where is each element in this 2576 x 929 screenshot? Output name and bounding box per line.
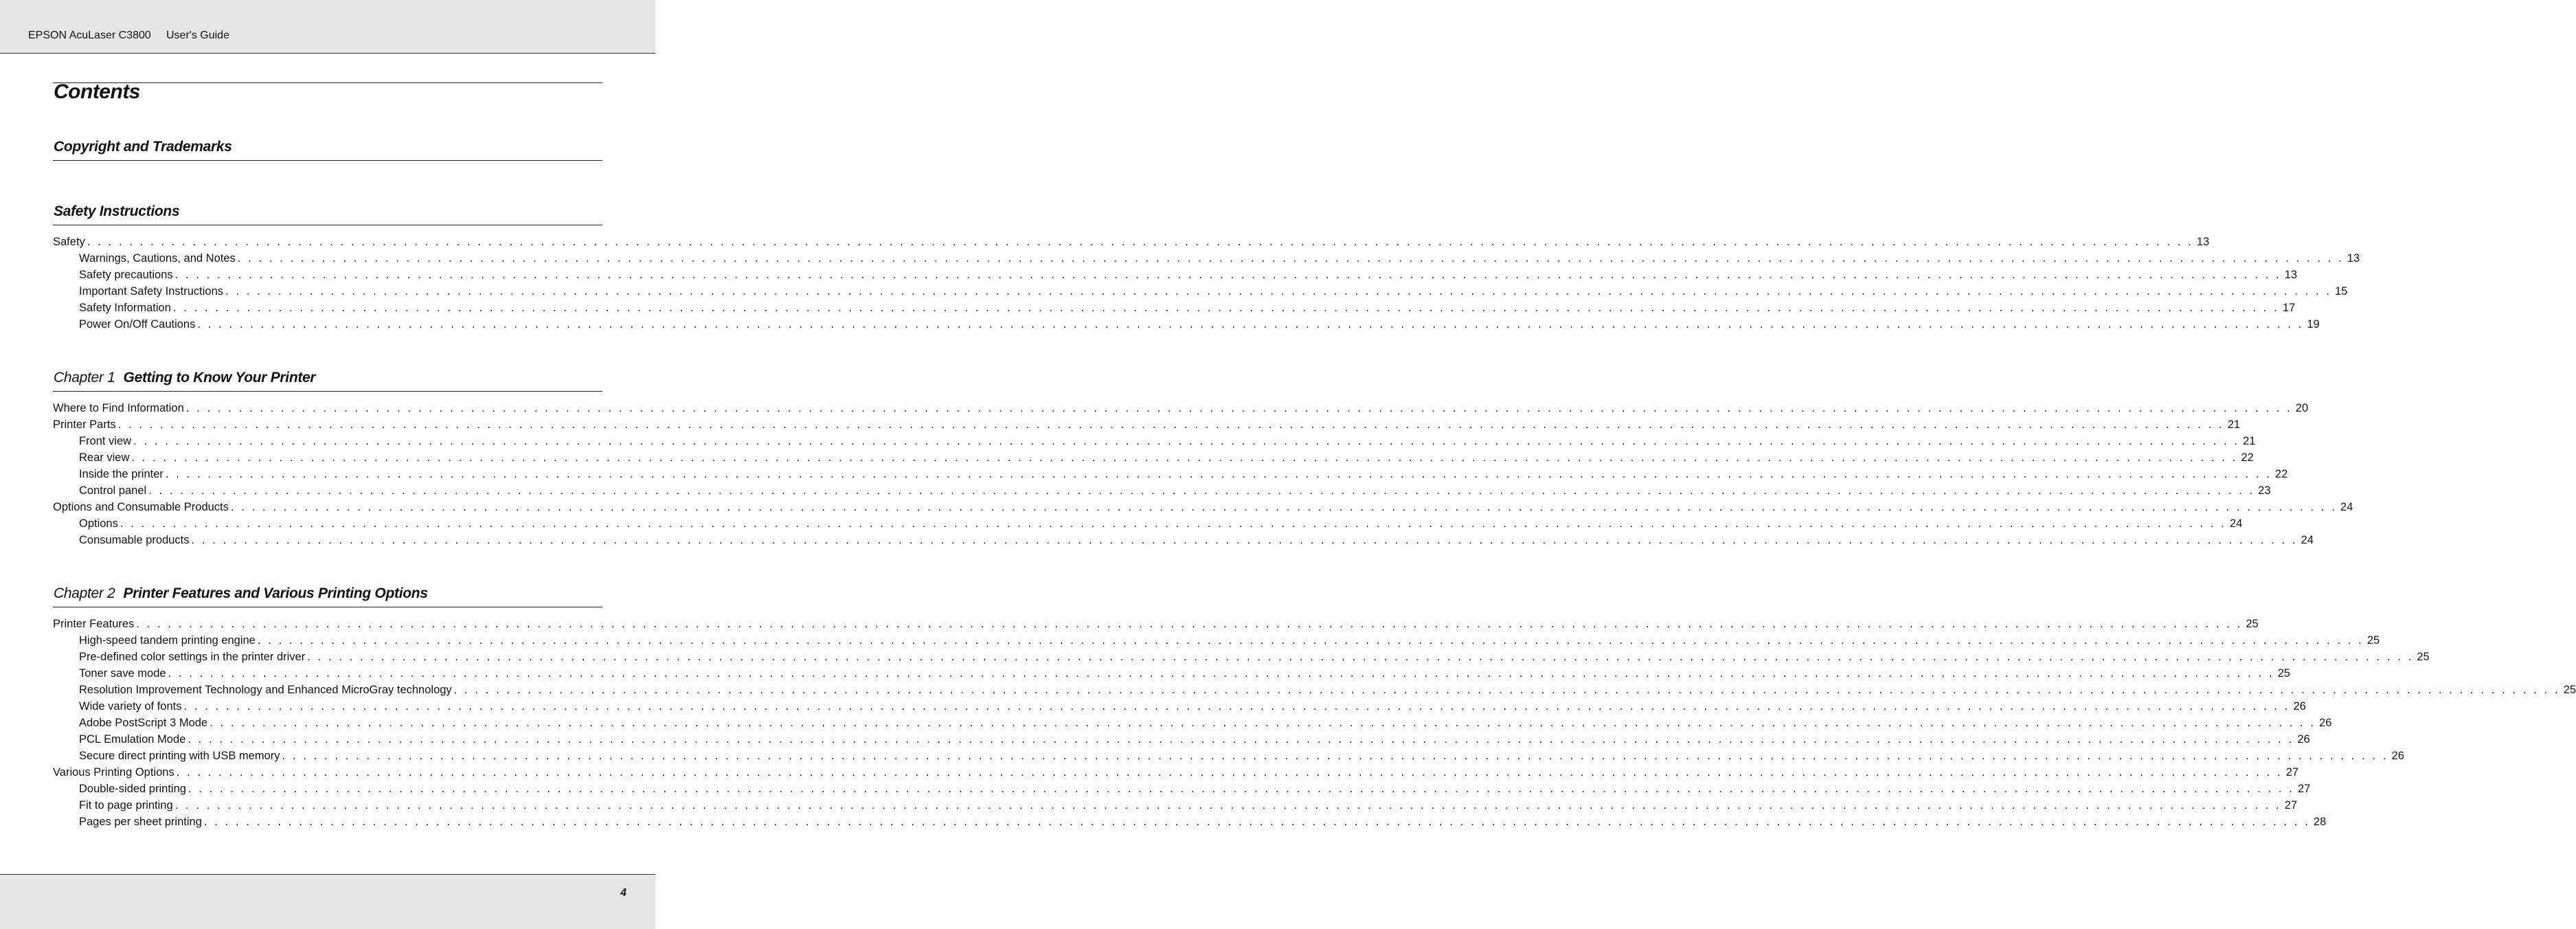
toc-entry-page: 19 [2307, 318, 2320, 331]
toc-entry[interactable] [53, 250, 2360, 267]
section-title: Getting to Know Your Printer [123, 370, 316, 385]
toc-entry-page: 15 [2335, 285, 2348, 298]
toc-list [53, 616, 2576, 830]
toc-entry-title: Safety Information [79, 302, 171, 314]
toc-entry[interactable] [53, 316, 2320, 333]
toc-entry-page: 26 [2391, 750, 2404, 762]
page-number: 4 [620, 887, 626, 899]
toc-entry[interactable] [53, 400, 2309, 416]
toc-entry[interactable] [53, 649, 2430, 665]
toc-entry-title: Pre-defined color settings in the printer driver [79, 651, 306, 663]
dot-leader: . . . . . . . . . . . . . . . . . . . . . . . . . . . . . . . . . . . . . . . . . . . . . . . . . . . . . . . . . . . . . . . . . . . . . . . . . . . . . . . . . . . . . . . . . . . . . . . . . . . . . . . . . . . . . . . . . . . . . . . . . . . . . . . . . . . . . . . . . . . . . . . . . . . . . . . . . . . . . . . . . . . . . . . . . . . . . . . . . . . . . . . . . . . . . . . . . . . . . . . . [225, 285, 2332, 298]
dot-leader: . . . . . . . . . . . . . . . . . . . . . . . . . . . . . . . . . . . . . . . . . . . . . . . . . . . . . . . . . . . . . . . . . . . . . . . . . . . . . . . . . . . . . . . . . . . . . . . . . . . . . . . . . . . . . . . . . . . . . . . . . . . . . . . . . . . . . . . . . . . . . . . . . . . . . . . . . . . . . . . . . . . . . . . . . . . . . . . . . . . . . . . . . . . . . . . . . . . . . . . . [174, 269, 2281, 281]
toc-entry-page: 23 [2258, 484, 2271, 497]
toc-entry-title: Inside the printer [79, 468, 163, 480]
section-title: Copyright and Trademarks [54, 139, 232, 155]
section-heading-safety[interactable] [54, 203, 179, 220]
toc-entry-title: Warnings, Cautions, and Notes [79, 252, 236, 265]
toc-entry[interactable] [53, 764, 2299, 781]
toc-entry-title: Safety [53, 236, 85, 248]
page-footer [0, 874, 655, 929]
dot-leader: . . . . . . . . . . . . . . . . . . . . . . . . . . . . . . . . . . . . . . . . . . . . . . . . . . . . . . . . . . . . . . . . . . . . . . . . . . . . . . . . . . . . . . . . . . . . . . . . . . . . . . . . . . . . . . . . . . . . . . . . . . . . . . . . . . . . . . . . . . . . . . . . . . . . . . . . . . . . . . . . . . . . . . . . . . . . . . . . . . . . . . . . . . . . . . . . . . . . . . . . [257, 634, 2364, 647]
toc-entry-title: Options [79, 517, 118, 530]
dot-leader: . . . . . . . . . . . . . . . . . . . . . . . . . . . . . . . . . . . . . . . . . . . . . . . . . . . . . . . . . . . . . . . . . . . . . . . . . . . . . . . . . . . . . . . . . . . . . . . . . . . . . . . . . . . . . . . . . . . . . . . . . . . . . . . . . . . . . . . . . . . . . . . . . . . . . . . . . . . . . . . . . . . . . . . . . . . . . . . . . . . . . . . . . . . . . . . . . . . . . . . . [237, 252, 2344, 265]
toc-list [53, 234, 2360, 333]
toc-entry[interactable] [53, 731, 2310, 748]
toc-entry[interactable] [53, 665, 2290, 682]
section-chapter-label: Chapter 1 [54, 370, 115, 385]
section-rule [53, 391, 602, 392]
toc-entry-title: PCL Emulation Mode [79, 733, 186, 746]
toc-entry[interactable] [53, 715, 2332, 731]
dot-leader: . . . . . . . . . . . . . . . . . . . . . . . . . . . . . . . . . . . . . . . . . . . . . . . . . . . . . . . . . . . . . . . . . . . . . . . . . . . . . . . . . . . . . . . . . . . . . . . . . . . . . . . . . . . . . . . . . . . . . . . . . . . . . . . . . . . . . . . . . . . . . . . . . . . . . . . . . . . . . . . . . . . . . . . . . . . . . . . . . . . . . . . . . . . . . . . . . . . . . . . . [307, 651, 2414, 663]
toc-entry-page: 24 [2340, 501, 2353, 513]
toc-entry[interactable] [53, 466, 2288, 482]
section-title: Safety Instructions [54, 203, 180, 219]
dot-leader: . . . . . . . . . . . . . . . . . . . . . . . . . . . . . . . . . . . . . . . . . . . . . . . . . . . . . . . . . . . . . . . . . . . . . . . . . . . . . . . . . . . . . . . . . . . . . . . . . . . . . . . . . . . . . . . . . . . . . . . . . . . . . . . . . . . . . . . . . . . . . . . . . . . . . . . . . . . . . . . . . . . . . . . . . . . . . . . . . . . . . . . . . . . . . . . . . . . . . . . . [183, 700, 2290, 713]
toc-entry-page: 25 [2277, 667, 2290, 680]
toc-entry-title: Front view [79, 435, 132, 447]
toc-entry-page: 20 [2295, 402, 2309, 414]
page-title: Contents [54, 80, 140, 103]
toc-entry-page: 13 [2347, 252, 2360, 265]
dot-leader: . . . . . . . . . . . . . . . . . . . . . . . . . . . . . . . . . . . . . . . . . . . . . . . . . . . . . . . . . . . . . . . . . . . . . . . . . . . . . . . . . . . . . . . . . . . . . . . . . . . . . . . . . . . . . . . . . . . . . . . . . . . . . . . . . . . . . . . . . . . . . . . . . . . . . . . . . . . . . . . . . . . . . . . . . . . . . . . . . . . . . . . . . . . . . . . . . . . . . . . . [191, 534, 2298, 546]
section-chapter-label: Chapter 2 [54, 585, 115, 601]
toc-entry-title: Secure direct printing with USB memory [79, 750, 280, 762]
toc-list [53, 400, 2353, 548]
toc-entry-page: 25 [2417, 651, 2430, 663]
toc-entry[interactable] [53, 499, 2353, 515]
dot-leader: . . . . . . . . . . . . . . . . . . . . . . . . . . . . . . . . . . . . . . . . . . . . . . . . . . . . . . . . . . . . . . . . . . . . . . . . . . . . . . . . . . . . . . . . . . . . . . . . . . . . . . . . . . . . . . . . . . . . . . . . . . . . . . . . . . . . . . . . . . . . . . . . . . . . . . . . . . . . . . . . . . . . . . . . . . . . . . . . . . . . . . . . . . . . . . . . . . . . . . . . [131, 451, 2238, 464]
dot-leader: . . . . . . . . . . . . . . . . . . . . . . . . . . . . . . . . . . . . . . . . . . . . . . . . . . . . . . . . . . . . . . . . . . . . . . . . . . . . . . . . . . . . . . . . . . . . . . . . . . . . . . . . . . . . . . . . . . . . . . . . . . . . . . . . . . . . . . . . . . . . . . . . . . . . . . . . . . . . . . . . . . . . . . . . . . . . . . . . . . . . . . . . . . . . . . . . . . . . . . . . [174, 799, 2281, 812]
dot-leader: . . . . . . . . . . . . . . . . . . . . . . . . . . . . . . . . . . . . . . . . . . . . . . . . . . . . . . . . . . . . . . . . . . . . . . . . . . . . . . . . . . . . . . . . . . . . . . . . . . . . . . . . . . . . . . . . . . . . . . . . . . . . . . . . . . . . . . . . . . . . . . . . . . . . . . . . . . . . . . . . . . . . . . . . . . . . . . . . . . . . . . . . . . . . . . . . . . . . . . . . [148, 484, 2255, 497]
toc-entry-page: 21 [2243, 435, 2256, 447]
toc-entry-page: 21 [2227, 418, 2241, 431]
toc-entry-page: 25 [2366, 634, 2380, 647]
toc-entry[interactable] [53, 797, 2298, 814]
dot-leader: . . . . . . . . . . . . . . . . . . . . . . . . . . . . . . . . . . . . . . . . . . . . . . . . . . . . . . . . . . . . . . . . . . . . . . . . . . . . . . . . . . . . . . . . . . . . . . . . . . . . . . . . . . . . . . . . . . . . . . . . . . . . . . . . . . . . . . . . . . . . . . . . . . . . . . . . . . . . . . . . . . . . . . . . . . . . . . . . . . . . . . . . . . . . . . . . . . . . . . . . [172, 302, 2279, 314]
toc-entry[interactable] [53, 433, 2256, 449]
dot-leader: . . . . . . . . . . . . . . . . . . . . . . . . . . . . . . . . . . . . . . . . . . . . . . . . . . . . . . . . . . . . . . . . . . . . . . . . . . . . . . . . . . . . . . . . . . . . . . . . . . . . . . . . . . . . . . . . . . . . . . . . . . . . . . . . . . . . . . . . . . . . . . . . . . . . . . . . . . . . . . . . . . . . . . . . . . . . . . . . . . . . . . . . . . . . . . . . . . . . . . . . [188, 733, 2294, 746]
toc-entry-title: Control panel [79, 484, 147, 497]
dot-leader: . . . . . . . . . . . . . . . . . . . . . . . . . . . . . . . . . . . . . . . . . . . . . . . . . . . . . . . . . . . . . . . . . . . . . . . . . . . . . . . . . . . . . . . . . . . . . . . . . . . . . . . . . . . . . . . . . . . . . . . . . . . . . . . . . . . . . . . . . . . . . . . . . . . . . . . . . . . . . . . . . . . . . . . . . . . . . . . . . . . . . . . . . . . . . . . . . . . . . . . . [176, 766, 2283, 779]
toc-entry-title: Options and Consumable Products [53, 501, 229, 513]
toc-entry-page: 28 [2313, 816, 2327, 828]
toc-entry[interactable] [53, 416, 2241, 433]
section-rule [53, 160, 602, 161]
toc-entry-title: Double-sided printing [79, 783, 186, 795]
toc-entry-page: 22 [2241, 451, 2254, 464]
toc-entry-title: Safety precautions [79, 269, 173, 281]
toc-entry-title: Rear view [79, 451, 130, 464]
toc-entry-page: 22 [2274, 468, 2288, 480]
toc-entry-page: 24 [2301, 534, 2314, 546]
toc-entry-page: 13 [2196, 236, 2210, 248]
toc-entry-title: Printer Features [53, 618, 135, 630]
dot-leader: . . . . . . . . . . . . . . . . . . . . . . . . . . . . . . . . . . . . . . . . . . . . . . . . . . . . . . . . . . . . . . . . . . . . . . . . . . . . . . . . . . . . . . . . . . . . . . . . . . . . . . . . . . . . . . . . . . . . . . . . . . . . . . . . . . . . . . . . . . . . . . . . . . . . . . . . . . . . . . . . . . . . . . . . . . . . . . . . . . . . . . . . . . . . . . . . . . . . . . . . [453, 684, 2560, 696]
toc-entry-title: Pages per sheet printing [79, 816, 202, 828]
section-heading-chapter-1[interactable] [54, 370, 315, 386]
toc-entry[interactable] [53, 698, 2306, 715]
toc-entry[interactable] [53, 748, 2404, 764]
dot-leader: . . . . . . . . . . . . . . . . . . . . . . . . . . . . . . . . . . . . . . . . . . . . . . . . . . . . . . . . . . . . . . . . . . . . . . . . . . . . . . . . . . . . . . . . . . . . . . . . . . . . . . . . . . . . . . . . . . . . . . . . . . . . . . . . . . . . . . . . . . . . . . . . . . . . . . . . . . . . . . . . . . . . . . . . . . . . . . . . . . . . . . . . . . . . . . . . . . . . . . . . [197, 318, 2304, 331]
toc-entry-title: Resolution Improvement Technology and Enhanced MicroGray technology [79, 684, 452, 696]
toc-entry[interactable] [53, 682, 2576, 698]
dot-leader: . . . . . . . . . . . . . . . . . . . . . . . . . . . . . . . . . . . . . . . . . . . . . . . . . . . . . . . . . . . . . . . . . . . . . . . . . . . . . . . . . . . . . . . . . . . . . . . . . . . . . . . . . . . . . . . . . . . . . . . . . . . . . . . . . . . . . . . . . . . . . . . . . . . . . . . . . . . . . . . . . . . . . . . . . . . . . . . . . . . . . . . . . . . . . . . . . . . . . . . . [203, 816, 2310, 828]
toc-entry[interactable] [53, 300, 2296, 316]
dot-leader: . . . . . . . . . . . . . . . . . . . . . . . . . . . . . . . . . . . . . . . . . . . . . . . . . . . . . . . . . . . . . . . . . . . . . . . . . . . . . . . . . . . . . . . . . . . . . . . . . . . . . . . . . . . . . . . . . . . . . . . . . . . . . . . . . . . . . . . . . . . . . . . . . . . . . . . . . . . . . . . . . . . . . . . . . . . . . . . . . . . . . . . . . . . . . . . . . . . . . . . . [165, 468, 2272, 480]
toc-entry[interactable] [53, 234, 2210, 250]
toc-entry-title: Printer Parts [53, 418, 116, 431]
toc-entry-page: 13 [2284, 269, 2298, 281]
toc-entry[interactable] [53, 781, 2311, 797]
dot-leader: . . . . . . . . . . . . . . . . . . . . . . . . . . . . . . . . . . . . . . . . . . . . . . . . . . . . . . . . . . . . . . . . . . . . . . . . . . . . . . . . . . . . . . . . . . . . . . . . . . . . . . . . . . . . . . . . . . . . . . . . . . . . . . . . . . . . . . . . . . . . . . . . . . . . . . . . . . . . . . . . . . . . . . . . . . . . . . . . . . . . . . . . . . . . . . . . . . . . . . . . [133, 435, 2240, 447]
dot-leader: . . . . . . . . . . . . . . . . . . . . . . . . . . . . . . . . . . . . . . . . . . . . . . . . . . . . . . . . . . . . . . . . . . . . . . . . . . . . . . . . . . . . . . . . . . . . . . . . . . . . . . . . . . . . . . . . . . . . . . . . . . . . . . . . . . . . . . . . . . . . . . . . . . . . . . . . . . . . . . . . . . . . . . . . . . . . . . . . . . . . . . . . . . . . . . . . . . . . . . . . [188, 783, 2294, 795]
dot-leader: . . . . . . . . . . . . . . . . . . . . . . . . . . . . . . . . . . . . . . . . . . . . . . . . . . . . . . . . . . . . . . . . . . . . . . . . . . . . . . . . . . . . . . . . . . . . . . . . . . . . . . . . . . . . . . . . . . . . . . . . . . . . . . . . . . . . . . . . . . . . . . . . . . . . . . . . . . . . . . . . . . . . . . . . . . . . . . . . . . . . . . . . . . . . . . . . . . . . . . . . [185, 402, 2292, 414]
toc-entry-title: Power On/Off Cautions [79, 318, 196, 331]
toc-entry[interactable] [53, 814, 2327, 830]
toc-entry-title: Fit to page printing [79, 799, 173, 812]
section-heading-copyright[interactable] [54, 139, 232, 155]
dot-leader: . . . . . . . . . . . . . . . . . . . . . . . . . . . . . . . . . . . . . . . . . . . . . . . . . . . . . . . . . . . . . . . . . . . . . . . . . . . . . . . . . . . . . . . . . . . . . . . . . . . . . . . . . . . . . . . . . . . . . . . . . . . . . . . . . . . . . . . . . . . . . . . . . . . . . . . . . . . . . . . . . . . . . . . . . . . . . . . . . . . . . . . . . . . . . . . . . . . . . . . . [117, 418, 2224, 431]
toc-entry-title: Important Safety Instructions [79, 285, 224, 298]
dot-leader: . . . . . . . . . . . . . . . . . . . . . . . . . . . . . . . . . . . . . . . . . . . . . . . . . . . . . . . . . . . . . . . . . . . . . . . . . . . . . . . . . . . . . . . . . . . . . . . . . . . . . . . . . . . . . . . . . . . . . . . . . . . . . . . . . . . . . . . . . . . . . . . . . . . . . . . . . . . . . . . . . . . . . . . . . . . . . . . . . . . . . . . . . . . . . . . . . . . . . . . . [282, 750, 2388, 762]
toc-entry-page: 26 [2293, 700, 2306, 713]
toc-entry-page: 26 [2297, 733, 2310, 746]
toc-entry-title: Wide variety of fonts [79, 700, 182, 713]
toc-entry[interactable] [53, 632, 2380, 649]
toc-entry[interactable] [53, 515, 2243, 532]
toc-entry-page: 27 [2285, 766, 2299, 779]
toc-entry-page: 25 [2246, 618, 2259, 630]
toc-entry-title: Where to Find Information [53, 402, 184, 414]
toc-entry[interactable] [53, 283, 2348, 300]
dot-leader: . . . . . . . . . . . . . . . . . . . . . . . . . . . . . . . . . . . . . . . . . . . . . . . . . . . . . . . . . . . . . . . . . . . . . . . . . . . . . . . . . . . . . . . . . . . . . . . . . . . . . . . . . . . . . . . . . . . . . . . . . . . . . . . . . . . . . . . . . . . . . . . . . . . . . . . . . . . . . . . . . . . . . . . . . . . . . . . . . . . . . . . . . . . . . . . . . . . . . . . . [210, 717, 2316, 729]
toc-entry-title: High-speed tandem printing engine [79, 634, 256, 647]
toc-entry-title: Toner save mode [79, 667, 166, 680]
toc-entry-page: 25 [2563, 684, 2576, 696]
toc-entry[interactable] [53, 267, 2298, 283]
toc-entry-page: 26 [2319, 717, 2332, 729]
dot-leader: . . . . . . . . . . . . . . . . . . . . . . . . . . . . . . . . . . . . . . . . . . . . . . . . . . . . . . . . . . . . . . . . . . . . . . . . . . . . . . . . . . . . . . . . . . . . . . . . . . . . . . . . . . . . . . . . . . . . . . . . . . . . . . . . . . . . . . . . . . . . . . . . . . . . . . . . . . . . . . . . . . . . . . . . . . . . . . . . . . . . . . . . . . . . . . . . . . . . . . . . [230, 501, 2337, 513]
toc-entry-title: Adobe PostScript 3 Mode [79, 717, 208, 729]
toc-entry-title: Consumable products [79, 534, 190, 546]
section-title: Printer Features and Various Printing Options [123, 585, 428, 601]
toc-entry[interactable] [53, 616, 2259, 632]
toc-entry-page: 17 [2282, 302, 2296, 314]
toc-entry-title: Various Printing Options [53, 766, 174, 779]
toc-entry[interactable] [53, 482, 2271, 499]
dot-leader: . . . . . . . . . . . . . . . . . . . . . . . . . . . . . . . . . . . . . . . . . . . . . . . . . . . . . . . . . . . . . . . . . . . . . . . . . . . . . . . . . . . . . . . . . . . . . . . . . . . . . . . . . . . . . . . . . . . . . . . . . . . . . . . . . . . . . . . . . . . . . . . . . . . . . . . . . . . . . . . . . . . . . . . . . . . . . . . . . . . . . . . . . . . . . . . . . . . . . . . . [87, 236, 2193, 248]
dot-leader: . . . . . . . . . . . . . . . . . . . . . . . . . . . . . . . . . . . . . . . . . . . . . . . . . . . . . . . . . . . . . . . . . . . . . . . . . . . . . . . . . . . . . . . . . . . . . . . . . . . . . . . . . . . . . . . . . . . . . . . . . . . . . . . . . . . . . . . . . . . . . . . . . . . . . . . . . . . . . . . . . . . . . . . . . . . . . . . . . . . . . . . . . . . . . . . . . . . . . . . . [168, 667, 2274, 680]
toc-entry-page: 27 [2284, 799, 2298, 812]
toc-entry[interactable] [53, 449, 2254, 466]
dot-leader: . . . . . . . . . . . . . . . . . . . . . . . . . . . . . . . . . . . . . . . . . . . . . . . . . . . . . . . . . . . . . . . . . . . . . . . . . . . . . . . . . . . . . . . . . . . . . . . . . . . . . . . . . . . . . . . . . . . . . . . . . . . . . . . . . . . . . . . . . . . . . . . . . . . . . . . . . . . . . . . . . . . . . . . . . . . . . . . . . . . . . . . . . . . . . . . . . . . . . . . . [136, 618, 2243, 630]
toc-entry-page: 24 [2229, 517, 2243, 530]
toc-entry[interactable] [53, 532, 2314, 548]
section-heading-chapter-2[interactable] [54, 585, 428, 602]
dot-leader: . . . . . . . . . . . . . . . . . . . . . . . . . . . . . . . . . . . . . . . . . . . . . . . . . . . . . . . . . . . . . . . . . . . . . . . . . . . . . . . . . . . . . . . . . . . . . . . . . . . . . . . . . . . . . . . . . . . . . . . . . . . . . . . . . . . . . . . . . . . . . . . . . . . . . . . . . . . . . . . . . . . . . . . . . . . . . . . . . . . . . . . . . . . . . . . . . . . . . . . . [120, 517, 2226, 530]
header-text: EPSON AcuLaser C3800 User's Guide [28, 30, 229, 41]
toc-entry-page: 27 [2297, 783, 2311, 795]
page-header [0, 0, 655, 54]
